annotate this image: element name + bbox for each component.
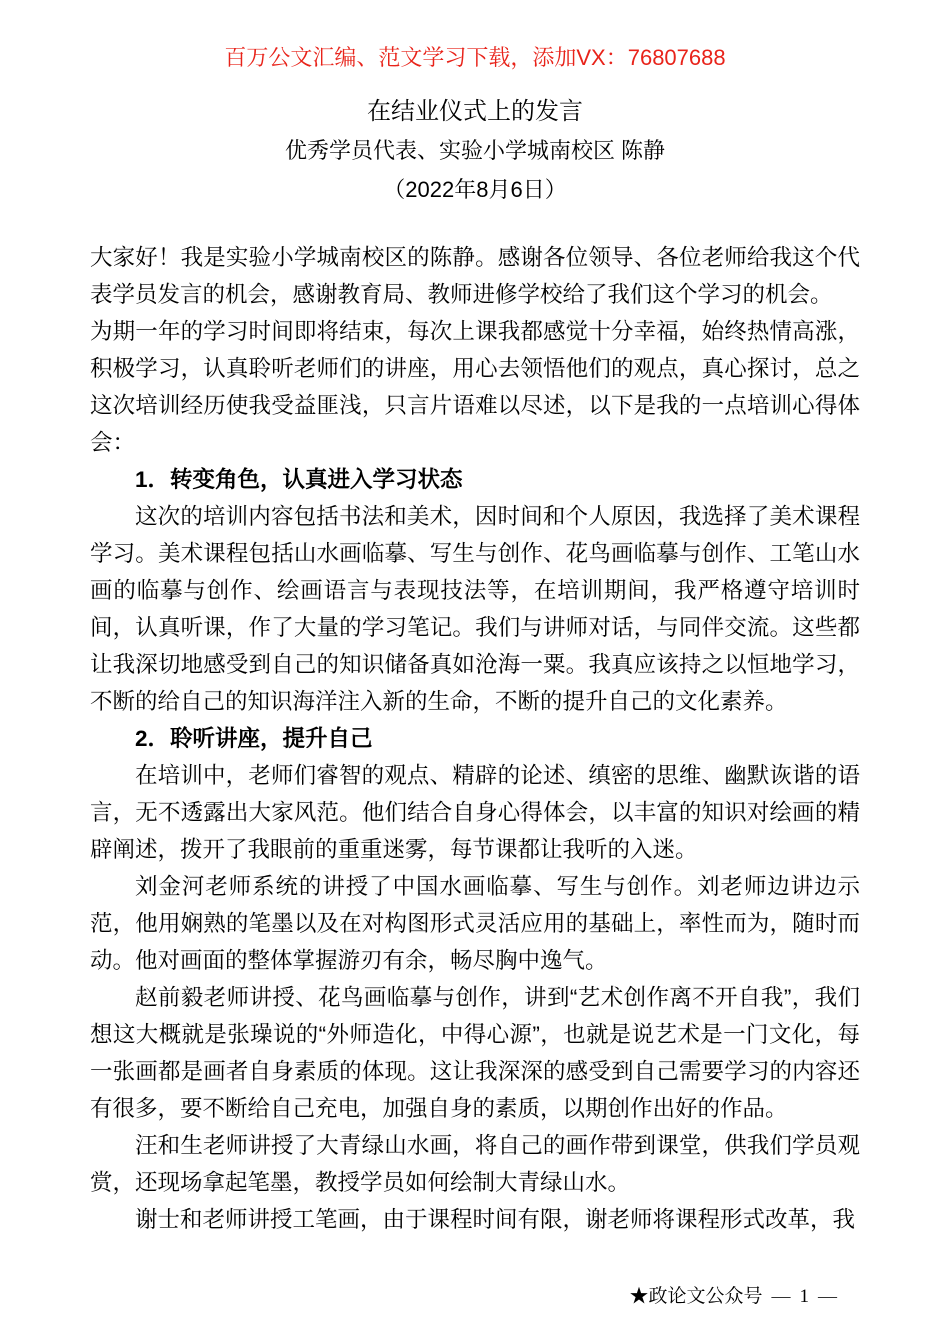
- page-number: 1: [799, 1286, 809, 1307]
- document-subtitle: 优秀学员代表、实验小学城南校区 陈静: [284, 138, 666, 163]
- paragraph-training-content: 这次的培训内容包括书法和美术，因时间和个人原因，我选择了美术课程学习。美术课程包括山水画临摹、写生与创作、花鸟画临摹与创作、工笔山水画的临摹与创作、绘画语言与表现技法等，在培训期间，我严格遵守培训时间，认真听课，作了大量的学习笔记。我们与讲师对话，与同伴交流。这些都让我深切地感受到自己的知识储备真如沧海一粟。我真应该持之以恒地学习，不断的给自己的知识海洋注入新的生命，不断的提升自己的文化素养。: [90, 504, 860, 714]
- footer-dash-left: —: [771, 1286, 791, 1307]
- page-footer: [629, 1281, 846, 1308]
- document-date: （2022年8月6日）: [383, 177, 567, 202]
- section-heading-1: 1．转变角色，认真进入学习状态: [135, 467, 463, 492]
- section-heading-2: 2．聆听讲座，提升自己: [135, 726, 373, 751]
- paragraph-teacher-wang: 汪和生老师讲授了大青绿山水画，将自己的画作带到课堂，供我们学员观赏，还现场拿起笔墨，教授学员如何绘制大青绿山水。: [90, 1133, 860, 1195]
- paragraph-teacher-zhao: 赵前毅老师讲授、花鸟画临摹与创作，讲到“艺术创作离不开自我”，我们想这大概就是张璪说的“外师造化，中得心源”，也就是说艺术是一门文化，每一张画都是画者自身素质的体现。这让我深深的感受到自己需要学习的内容还有很多，要不断给自己充电，加强自身的素质，以期创作出好的作品。: [90, 985, 860, 1121]
- document-title: 在结业仪式上的发言: [367, 98, 583, 125]
- promo-banner: 百万公文汇编、范文学习下载，添加VX：76807688: [224, 45, 726, 70]
- footer-dash-right: —: [818, 1286, 837, 1307]
- paragraph-lectures: 在培训中，老师们睿智的观点、精辟的论述、缜密的思维、幽默诙谐的语言，无不透露出大家风范。他们结合自身心得体会，以丰富的知识对绘画的精辟阐述，拨开了我眼前的重重迷雾，每节课都让我听的入迷。: [90, 763, 860, 862]
- paragraph-teacher-xie: 谢士和老师讲授工笔画，由于课程时间有限，谢老师将课程形式改革，我: [135, 1207, 856, 1232]
- paragraph-intro: 为期一年的学习时间即将结束，每次上课我都感觉十分幸福，始终热情高涨，积极学习，认真聆听老师们的讲座，用心去领悟他们的观点，真心探讨，总之这次培训经历使我受益匪浅，只言片语难以尽述，以下是我的一点培训心得体会：: [90, 319, 860, 455]
- document-body: [90, 239, 860, 1238]
- paragraph-greeting: 大家好！我是实验小学城南校区的陈静。感谢各位领导、各位老师给我这个代表学员发言的机会，感谢教育局、教师进修学校给了我们这个学习的机会。: [90, 245, 860, 307]
- footer-source-label: ★政论文公众号: [629, 1286, 763, 1307]
- paragraph-teacher-liu: 刘金河老师系统的讲授了中国水画临摹、写生与创作。刘老师边讲边示范，他用娴熟的笔墨以及在对构图形式灵活应用的基础上，率性而为，随时而动。他对画面的整体掌握游刃有余，畅尽胸中逸气。: [90, 874, 860, 973]
